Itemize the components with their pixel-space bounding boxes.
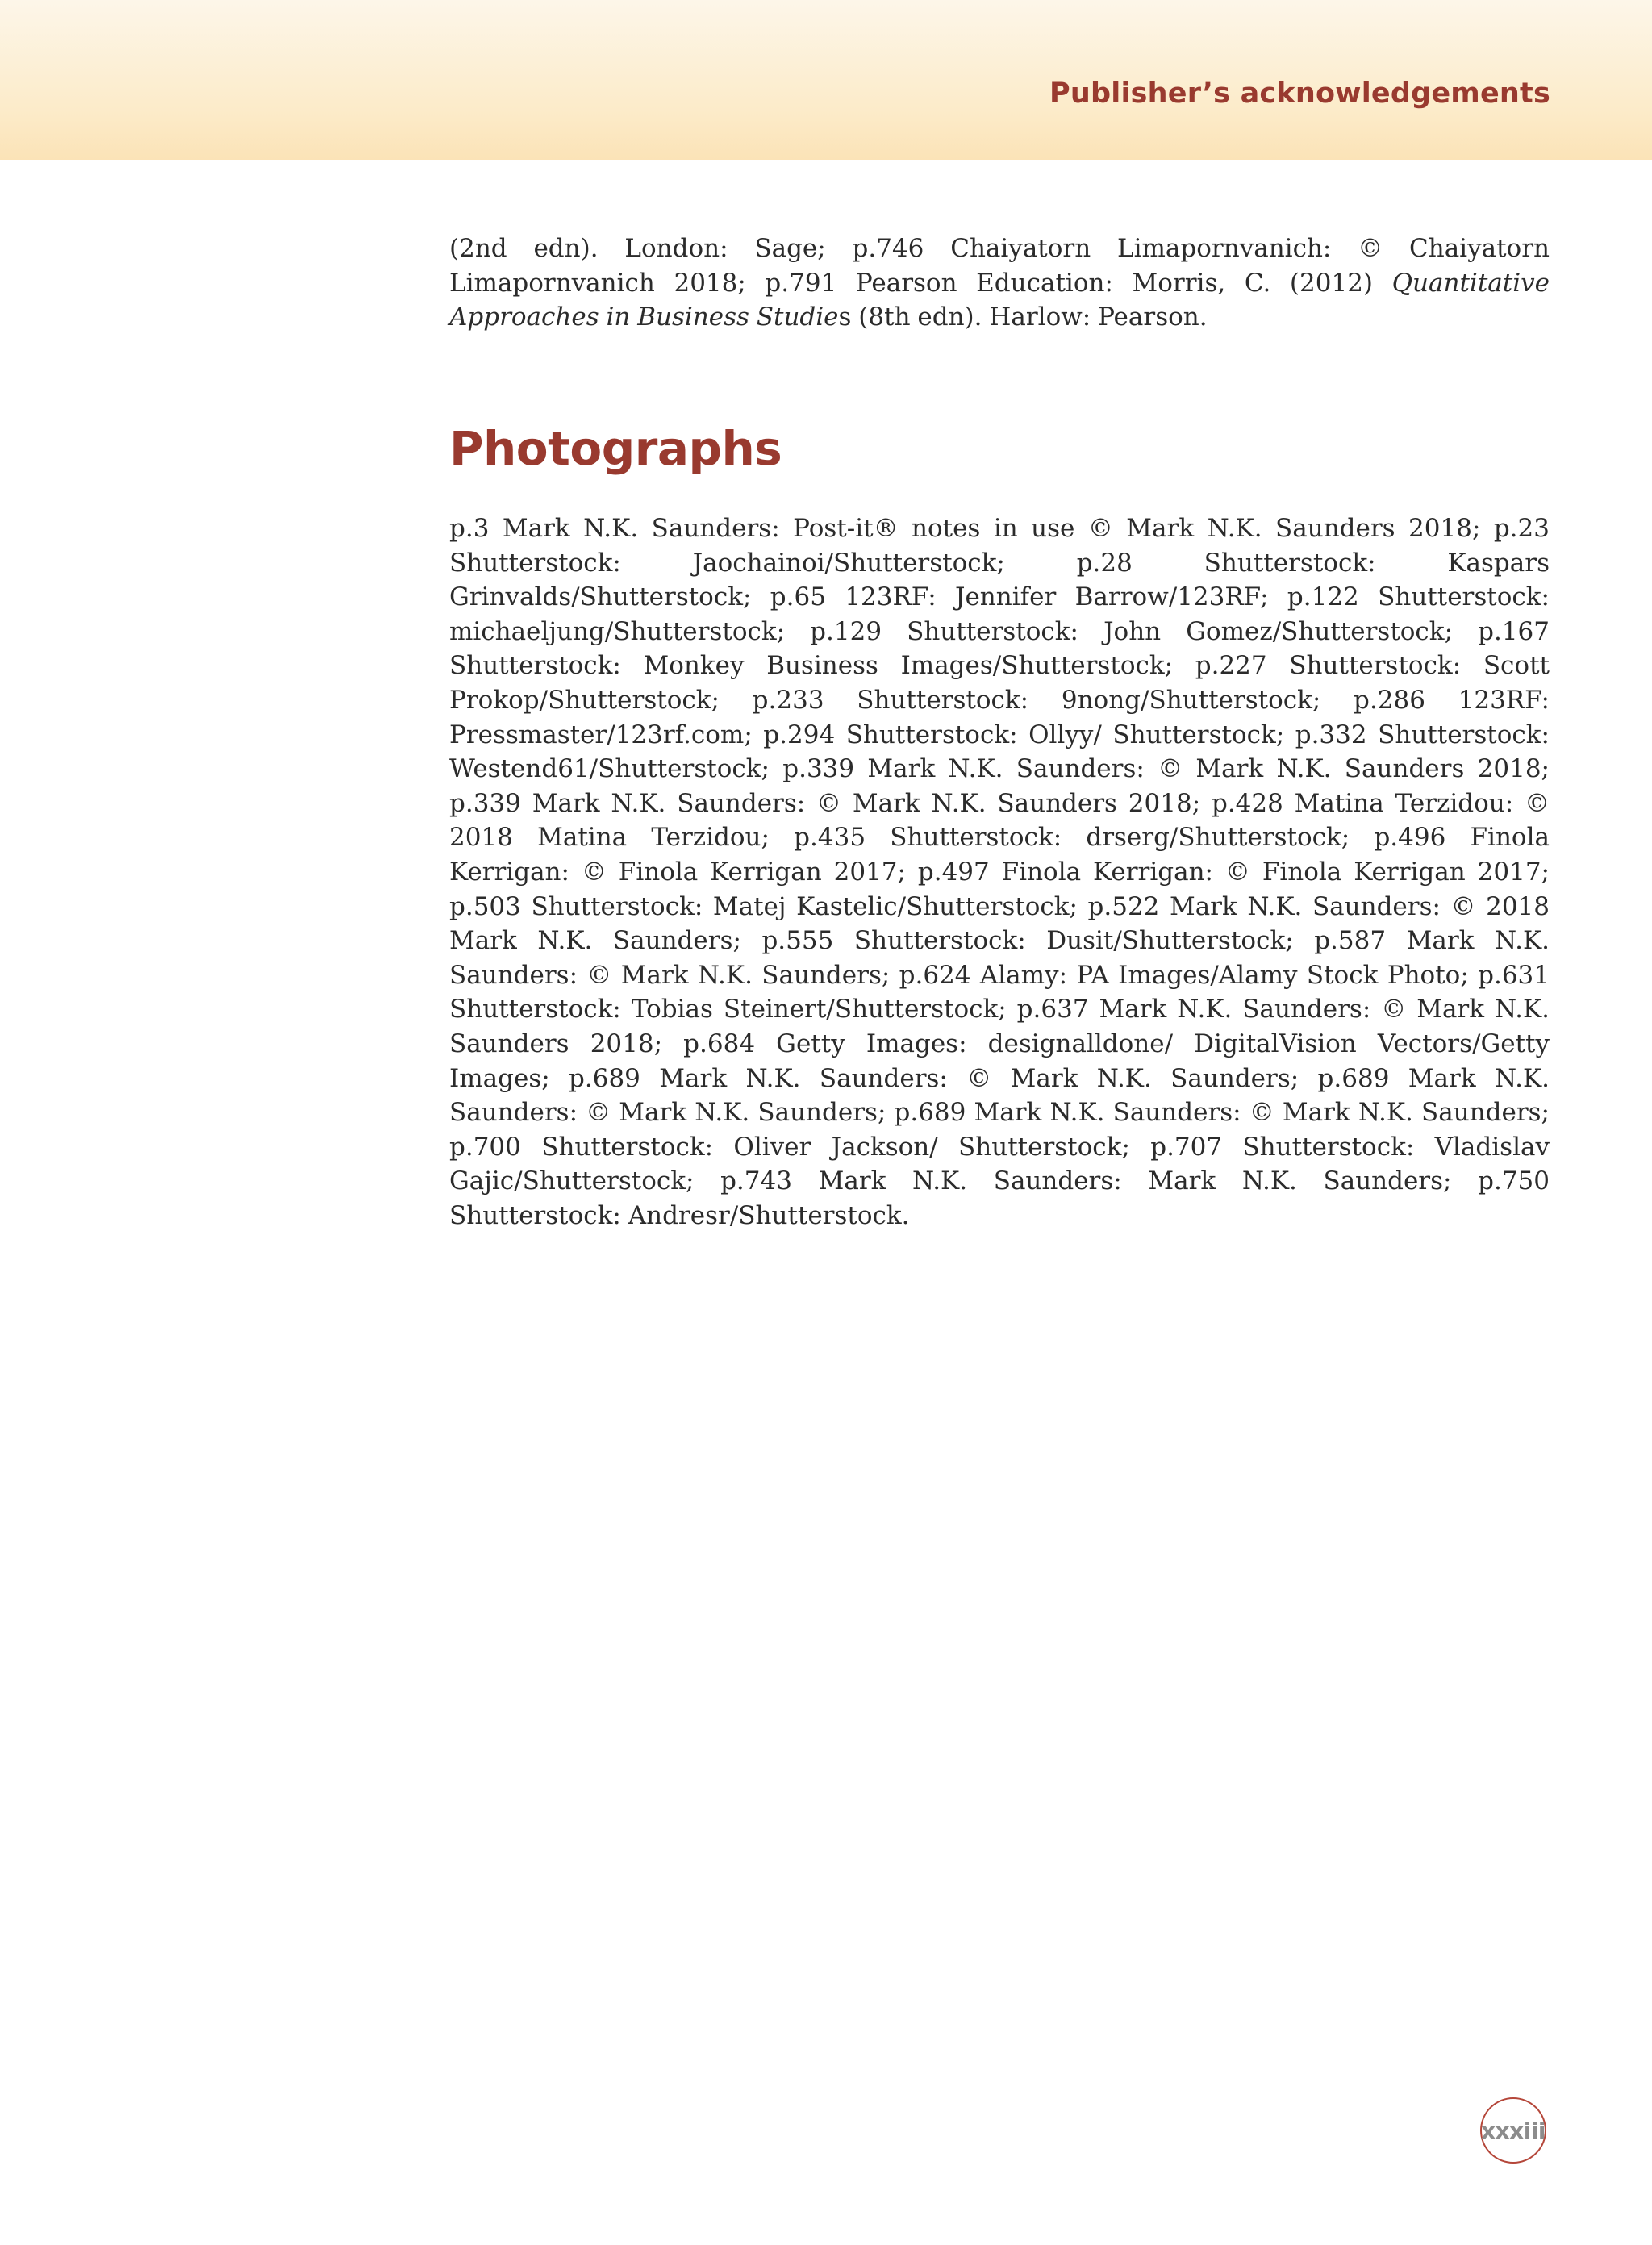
photographs-paragraph: p.3 Mark N.K. Saunders: Post-it® notes in use © Mark N.K. Saunders 2018; p.23 Shutterstock: Jaochainoi/Shutterstock; p.28 Shutterstock: Kaspars Grinvalds/Shutterstock; p.65 123RF: Jennifer Barrow/123RF; p.122 Shutterstock: michaeljung/Shutterstock; p.129 Shutterstock: John Gomez/Shutterstock; p.167 Shutterstock: Monkey Business Images/Shutterstock; p.227 Shutterstock: Scott Prokop/Shutterstock; p.233 Shutterstock: 9nong/Shutterstock; p.286 123RF: Pressmaster/123rf.com; p.294 Shutterstock: Ollyy/ Shutterstock; p.332 Shutterstock: Westend61/Shutterstock; p.339 Mark N.K. Saunders: © Mark N.K. Saunders 2018; p.339 Mark N.K. Saunders: © Mark N.K. Saunders 2018; p.428 Matina Terzidou: © 2018 Matina Terzidou; p.435 Shutterstock: drserg/Shutterstock; p.496 Finola Kerrigan: © Finola Kerrigan 2017; p.497 Finola Kerrigan: © Finola Kerrigan 2017; p.503 Shutterstock: Matej Kastelic/Shutterstock; p.522 Mark N.K. Saunders: © 2018 Mark N.K. Saunders; p.555 Shutterstock: Dusit/Shutterstock; p.587 Mark N.K. Saunders: © Mark N.K. Saunders; p.624 Alamy: PA Images/Alamy Stock Photo; p.631 Shutterstock: Tobias Steinert/Shutterstock; p.637 Mark N.K. Saunders: © Mark N.K. Saunders 2018; p.684 Getty Images: designalldone/ DigitalVision Vectors/Getty Images; p.689 Mark N.K. Saunders: © Mark N.K. Saunders; p.689 Mark N.K. Saunders: © Mark N.K. Saunders; p.689 Mark N.K. Saunders: © Mark N.K. Saunders; p.700 Shutterstock: Oliver Jackson/ Shutterstock; p.707 Shutterstock: Vladislav Gajic/Shutterstock; p.743 Mark N.K. Saunders: Mark N.K. Saunders; p.750 Shutterstock: Andresr/Shutterstock. xyxy=(449,514,1550,1230)
page-number: xxxiii xyxy=(1480,2097,1546,2164)
intro-text-3: s (8th edn). Harlow: Pearson. xyxy=(838,303,1208,332)
running-head: Publisher’s acknowledgements xyxy=(1049,77,1550,110)
intro-text-1: (2nd edn). London: Sage; p.746 Chaiyatorn Limapornvanich: © Chaiyatorn Limapornvanich 2018; p.791 Pearson Education: Morris, C. (2012) xyxy=(449,234,1550,298)
intro-book-title: Quantitative Approaches in Business Studie xyxy=(449,268,1550,332)
section-heading-photographs: Photographs xyxy=(449,421,782,476)
intro-paragraph xyxy=(449,232,1550,335)
header-band xyxy=(0,0,1652,160)
